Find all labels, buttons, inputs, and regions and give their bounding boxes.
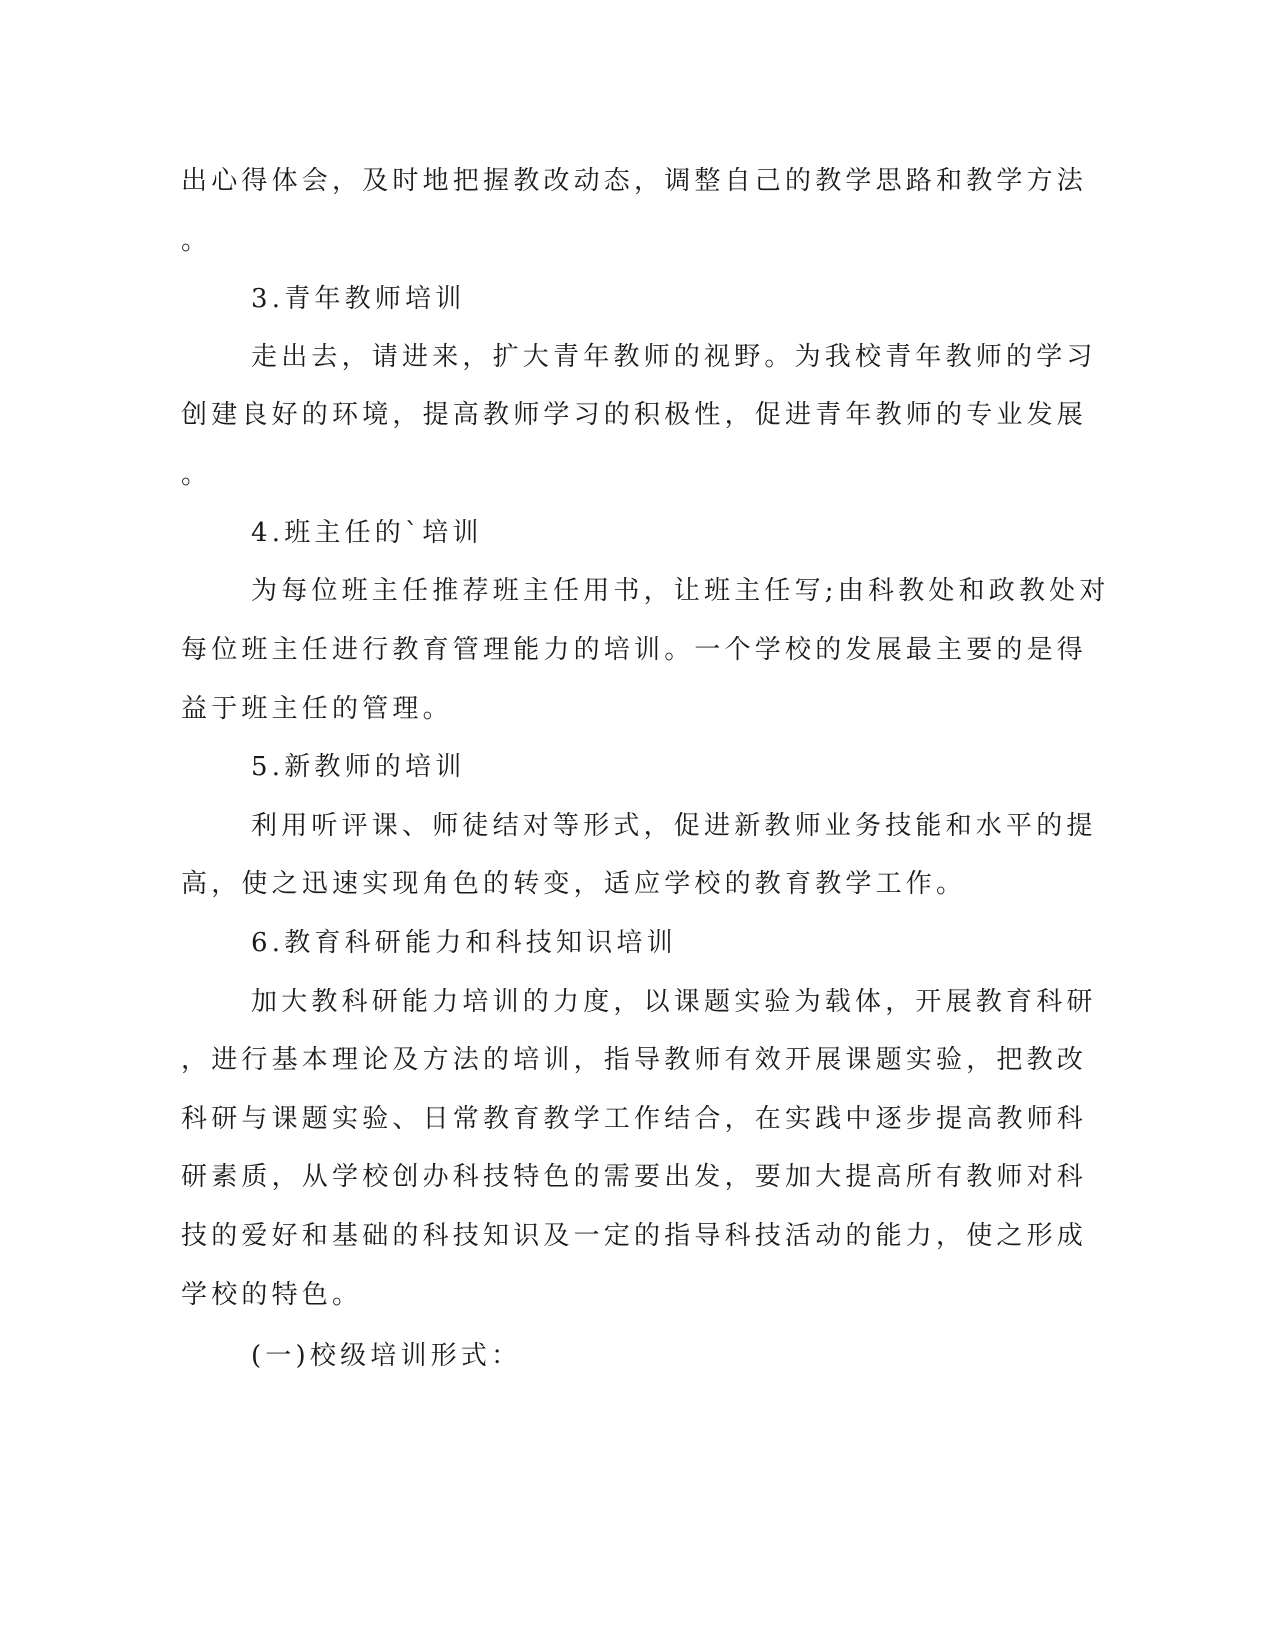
text-line: 出心得体会，及时地把握教改动态，调整自己的教学思路和教学方法 xyxy=(181,166,1088,196)
text-line: 科研与课题实验、日常教育教学工作结合，在实践中逐步提高教师科 xyxy=(181,1104,1088,1134)
text-line: 高，使之迅速实现角色的转变，适应学校的教育教学工作。 xyxy=(181,869,967,899)
text-line: 每位班主任进行教育管理能力的培训。一个学校的发展最主要的是得 xyxy=(181,635,1088,665)
section-heading: (一)校级培训形式： xyxy=(251,1341,522,1371)
section-heading: 4.班主任的`培训 xyxy=(251,518,483,548)
text-line: ，进行基本理论及方法的培训，指导教师有效开展课题实验，把教改 xyxy=(181,1045,1088,1075)
text-line: 加大教科研能力培训的力度，以课题实验为载体，开展教育科研 xyxy=(251,987,1097,1017)
text-line: 利用听评课、师徒结对等形式，促进新教师业务技能和水平的提 xyxy=(251,811,1097,841)
text-line: 研素质，从学校创办科技特色的需要出发，要加大提高所有教师对科 xyxy=(181,1162,1088,1192)
text-line: 学校的特色。 xyxy=(181,1280,363,1310)
text-line: 技的爱好和基础的科技知识及一定的指导科技活动的能力，使之形成 xyxy=(181,1221,1088,1251)
text-line: 益于班主任的管理。 xyxy=(181,694,453,724)
section-heading: 3.青年教师培训 xyxy=(251,284,466,314)
text-line: 创建良好的环境，提高教师学习的积极性，促进青年教师的专业发展 xyxy=(181,400,1088,430)
section-heading: 6.教育科研能力和科技知识培训 xyxy=(251,928,677,958)
text-line: 为每位班主任推荐班主任用书，让班主任写;由科教处和政教处对 xyxy=(251,576,1110,606)
section-heading: 5.新教师的培训 xyxy=(251,752,466,782)
text-line: 。 xyxy=(181,460,212,490)
text-line: 走出去，请进来，扩大青年教师的视野。为我校青年教师的学习 xyxy=(251,342,1097,372)
text-line: 。 xyxy=(181,226,212,256)
